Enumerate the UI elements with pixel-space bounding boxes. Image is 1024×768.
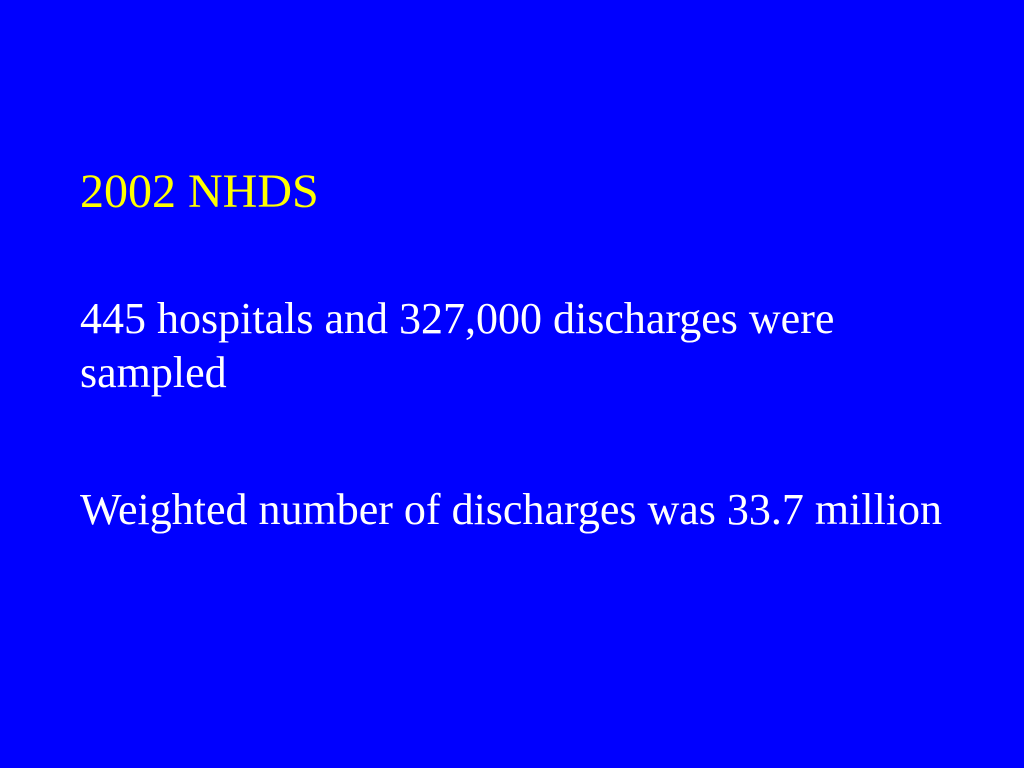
paragraph-weighted-discharges: Weighted number of discharges was 33.7 million	[80, 485, 943, 534]
slide-title: 2002 NHDS	[80, 165, 319, 218]
paragraph-sample-size: 445 hospitals and 327,000 discharges were sampled	[80, 294, 835, 397]
